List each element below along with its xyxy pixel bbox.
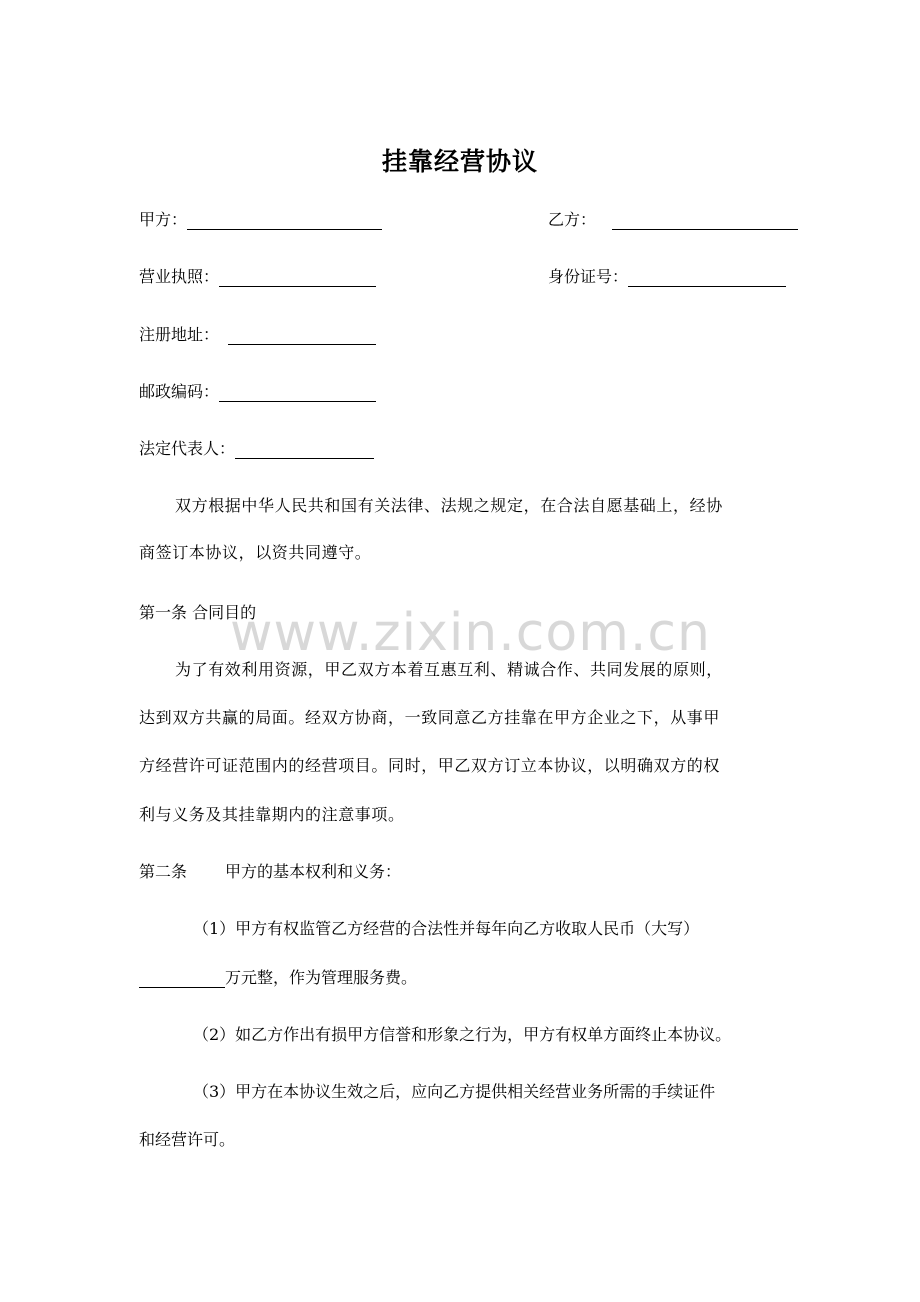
legal-representative-blank xyxy=(235,442,374,459)
article1-line-3: 方经营许可证范围内的经营项目。同时，甲乙双方订立本协议，以明确双方的权 xyxy=(139,756,721,775)
article2-item1-line2 xyxy=(139,968,417,988)
watermark: www.zixin.com.cn xyxy=(230,603,711,663)
id-number-blank xyxy=(628,270,786,287)
article1-line-4: 利与义务及其挂靠期内的注意事项。 xyxy=(139,805,405,824)
article2-item3-line2: 和经营许可。 xyxy=(139,1130,236,1149)
business-license-label: 营业执照： xyxy=(139,267,220,286)
legal-representative-field xyxy=(139,439,374,459)
party-a-label: 甲方： xyxy=(139,210,188,229)
article2-heading xyxy=(139,862,401,882)
postal-code-blank xyxy=(219,385,376,402)
article2-heading-text: 甲方的基本权利和义务： xyxy=(225,862,402,881)
article2-item1-line2-text: 万元整，作为管理服务费。 xyxy=(225,968,418,987)
legal-representative-label: 法定代表人： xyxy=(139,439,236,458)
article2-item1-line1: （1）甲方有权监管乙方经营的合法性并每年向乙方收取人民币（大写） xyxy=(193,919,700,938)
article2-item2: （2）如乙方作出有损甲方信誉和形象之行为，甲方有权单方面终止本协议。 xyxy=(193,1025,732,1044)
party-a-blank xyxy=(187,213,382,230)
party-a-field xyxy=(139,210,382,230)
article1-line-2: 达到双方共赢的局面。经双方协商，一致同意乙方挂靠在甲方企业之下，从事甲 xyxy=(139,708,721,727)
article1-line-1: 为了有效利用资源，甲乙双方本着互惠互利、精诚合作、共同发展的原则， xyxy=(175,660,723,679)
party-b-label: 乙方： xyxy=(548,210,597,229)
registered-address-label: 注册地址： xyxy=(139,325,220,344)
preamble-line-1: 双方根据中华人民共和国有关法律、法规之规定，在合法自愿基础上，经协 xyxy=(175,496,723,515)
fee-amount-blank xyxy=(139,971,225,988)
id-number-field xyxy=(548,267,786,287)
preamble-line-2: 商签订本协议，以资共同遵守。 xyxy=(139,543,372,562)
registered-address-field xyxy=(139,325,376,345)
postal-code-field xyxy=(139,382,376,402)
business-license-field xyxy=(139,267,376,287)
registered-address-blank xyxy=(228,328,376,345)
business-license-blank xyxy=(219,270,376,287)
document-title: 挂靠经营协议 xyxy=(381,147,538,176)
party-b-field xyxy=(548,210,798,230)
id-number-label: 身份证号： xyxy=(548,267,629,286)
article1-heading: 第一条 合同目的 xyxy=(139,603,257,622)
party-b-blank xyxy=(612,213,798,230)
article2-item3-line1: （3）甲方在本协议生效之后，应向乙方提供相关经营业务所需的手续证件 xyxy=(193,1082,716,1101)
article2-heading-label: 第二条 xyxy=(139,862,188,881)
postal-code-label: 邮政编码： xyxy=(139,382,220,401)
